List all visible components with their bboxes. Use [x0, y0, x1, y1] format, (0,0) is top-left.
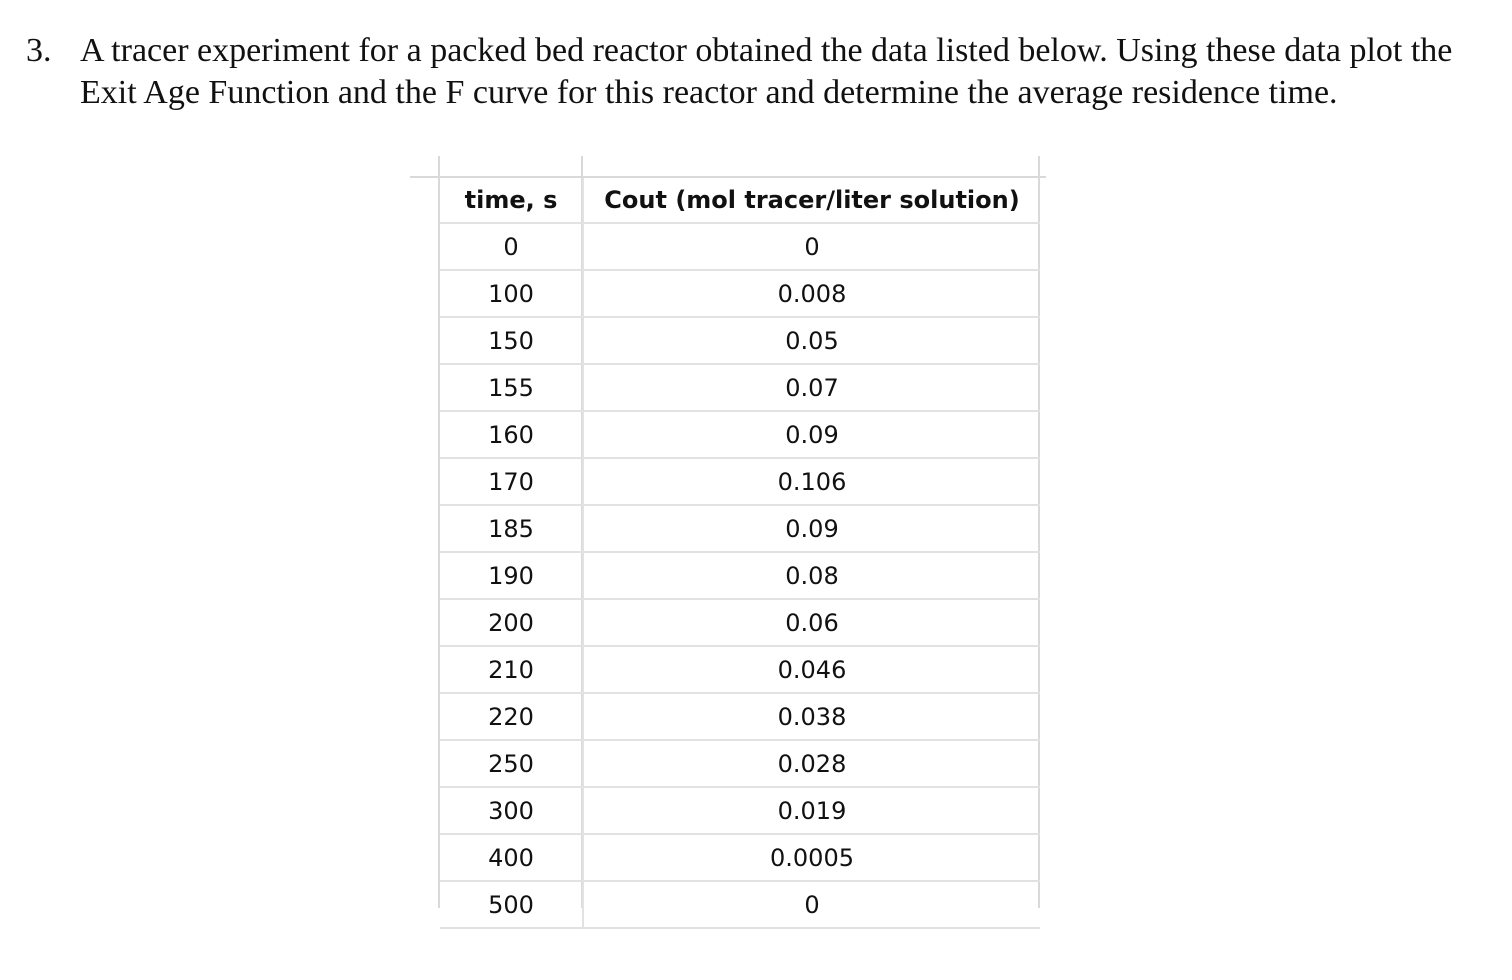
table-row	[440, 881, 1040, 928]
cout-cell: 0.046	[583, 646, 1040, 693]
table-row	[440, 787, 1040, 834]
table-row	[440, 693, 1040, 740]
problem-number: 3.	[26, 32, 52, 69]
time-cell: 190	[440, 552, 583, 599]
cout-cell: 0.09	[583, 505, 1040, 552]
time-cell: 150	[440, 317, 583, 364]
cout-cell: 0.07	[583, 364, 1040, 411]
table-row	[440, 599, 1040, 646]
time-cell: 185	[440, 505, 583, 552]
table-row	[440, 411, 1040, 458]
time-cell: 250	[440, 740, 583, 787]
time-cell: 300	[440, 787, 583, 834]
time-cell: 200	[440, 599, 583, 646]
table-row	[440, 646, 1040, 693]
cout-cell: 0	[583, 881, 1040, 928]
cout-cell: 0.08	[583, 552, 1040, 599]
column-header-time: time, s	[440, 178, 583, 223]
table-row	[440, 270, 1040, 317]
cout-cell: 0	[583, 223, 1040, 270]
table-row	[440, 834, 1040, 881]
time-cell: 500	[440, 881, 583, 928]
cout-cell: 0.008	[583, 270, 1040, 317]
cout-cell: 0.106	[583, 458, 1040, 505]
table-row	[440, 317, 1040, 364]
time-cell: 400	[440, 834, 583, 881]
time-cell: 210	[440, 646, 583, 693]
cout-cell: 0.028	[583, 740, 1040, 787]
table-row	[440, 552, 1040, 599]
table-row	[440, 458, 1040, 505]
table-row	[440, 364, 1040, 411]
time-cell: 155	[440, 364, 583, 411]
cout-cell: 0.06	[583, 599, 1040, 646]
column-header-cout: Cout (mol tracer/liter solution)	[583, 178, 1040, 223]
problem-statement	[26, 30, 1466, 114]
table-row	[440, 740, 1040, 787]
time-cell: 100	[440, 270, 583, 317]
spreadsheet-table	[410, 156, 1046, 919]
time-cell: 220	[440, 693, 583, 740]
time-cell: 160	[440, 411, 583, 458]
cout-cell: 0.019	[583, 787, 1040, 834]
problem-text: A tracer experiment for a packed bed reactor obtained the data listed below. Using these data plot the Exit Age Function and the F curve for this reactor and determine the average residence time.	[80, 32, 1453, 111]
cout-cell: 0.0005	[583, 834, 1040, 881]
time-cell: 0	[440, 223, 583, 270]
tracer-data-table	[440, 178, 1040, 929]
table-row	[440, 505, 1040, 552]
time-cell: 170	[440, 458, 583, 505]
cout-cell: 0.09	[583, 411, 1040, 458]
table-header-row	[440, 178, 1040, 223]
cout-cell: 0.05	[583, 317, 1040, 364]
table-row	[440, 223, 1040, 270]
cout-cell: 0.038	[583, 693, 1040, 740]
